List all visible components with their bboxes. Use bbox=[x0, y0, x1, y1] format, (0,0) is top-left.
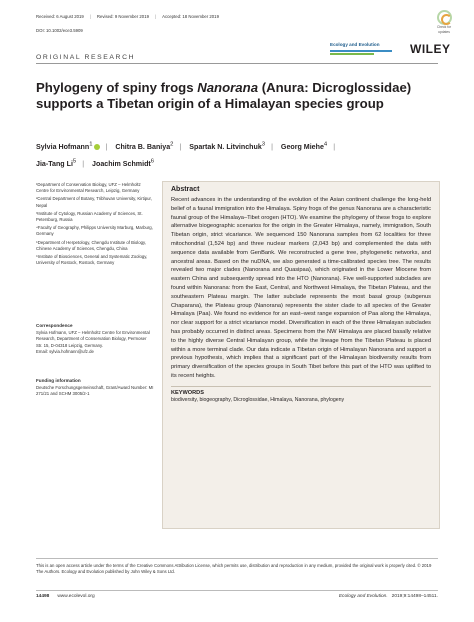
article-title bbox=[36, 80, 438, 112]
author[interactable]: Chitra B. Baniya$^2$ bbox=[115, 142, 174, 152]
funding-heading: Funding information bbox=[36, 378, 81, 383]
author[interactable]: Jia-Tang Li$^5$ bbox=[36, 158, 77, 168]
accepted-date: Accepted: 18 November 2019 bbox=[162, 14, 219, 19]
keywords-text: biodiversity, biogeography, Dicroglossidae, Himalaya, Nanorana, phylogeny bbox=[171, 396, 345, 403]
correspondence-heading: Correspondence bbox=[36, 323, 73, 328]
page-footer bbox=[36, 590, 438, 599]
badge-label-2: updates bbox=[438, 29, 450, 34]
correspondence-text: Sylvia Hofmann, UFZ – Helmholtz Centre for Environmental Research, Department of Conservation Biology, Permoser Str. 15, D-04318 Leipzig, Germany. bbox=[36, 330, 150, 348]
separator: | bbox=[89, 14, 91, 19]
footer-left bbox=[36, 594, 95, 599]
check-for-updates-badge[interactable] bbox=[430, 10, 458, 36]
received-date: Received: 6 August 2019 bbox=[36, 14, 84, 19]
separator: | bbox=[154, 14, 157, 19]
article-dates bbox=[36, 14, 416, 19]
abstract-text: Recent advances in the understanding of the evolution of the Asian continent challenge the long-held belief of a faunal immigration into the Himalaya. Spiny frogs of the genus Nanorana are a characteristic faunal group of the Himalaya–Tibet orogen (HTO). We examine the phylogeny of these frogs to explore alternative biogeographic scenarios for the origin in the Greater Himalaya, namely, immigration, South Tibetan origin, strict vicariance. We sequenced 150 Nanorana samples from 62 localities for three mitochondrial (1,524 bp) and three nuclear markers (2,043 bp) and complemented the data with sequence data available from GenBank. We reconstructed a gene tree, phylogenetic networks, and ancestral areas. Based on the nuDNA, we also generated a time-calibrated species tree. The results revealed two major clades (Nanorana and Quasipaa), which originated in the Lower Miocene from eastern China and subsequently spread into the HTO (Nanorana). Five well-supported subclades are found within Nanorana: from the East, Central, and Northwest Himalaya, the Tibetan Plateau, and the southeastern Plateau margin. The latter subclade represents the most basal group (subgenus Chaparana), the Plateau group (Nanorana) represents the sister clade to all species of the Greater Himalaya (Paa). We found no evidence for an east–west range expansion of Paa along the Himalaya, nor clear support for a strict vicariance model. Diversification in each of the three Himalayan subclades has probably occurred in distinct areas. Specimens from the NW Himalaya are placed basally relative to the highly diverse Central Himalayan group, while the lineage from the Tibetan Plateau is placed within a more terminal clade. Our data indicate a Tibetan origin of Himalayan Nanorana and support a previous hypothesis, which implies that a significant part of the Himalayan biodiversity results from primary diversification of the species groups in South Tibet before this part of the HTO was uplifted to its recent heights. bbox=[171, 197, 431, 379]
journal-site-link[interactable]: www.ecolevol.org bbox=[57, 594, 95, 599]
correspondence-email[interactable]: Email: sylvia.hofmann@ufz.de bbox=[36, 348, 94, 354]
abstract-heading: Abstract bbox=[171, 186, 200, 193]
affiliation: ⁶Institute of Biosciences, General and Systematic Zoology, University of Rostock, Rostock, Germany bbox=[36, 254, 148, 266]
footer-volume: 2019;9:14498–14511. bbox=[391, 594, 438, 599]
publisher-logo: WILEY bbox=[410, 42, 451, 56]
section-label: ORIGINAL RESEARCH bbox=[36, 54, 136, 61]
title-text: (Anura: Dicroglossidae) supports a Tibetan origin of a Himalayan species group bbox=[36, 80, 412, 111]
doi-link[interactable]: DOI: 10.1002/ece3.5909 bbox=[36, 28, 83, 33]
affiliation: ⁵Department of Herpetology, Chengdu Institute of Biology, Chinese Academy of Sciences, Chengdu, China bbox=[36, 239, 147, 251]
affiliation: ⁴Faculty of Geography, Philipps University Marburg, Marburg, Germany bbox=[36, 225, 153, 237]
check-updates-icon bbox=[437, 10, 452, 25]
author[interactable]: Spartak N. Litvinchuk$^3$ bbox=[189, 142, 266, 152]
keywords-heading: KEYWORDS bbox=[171, 389, 204, 396]
funding-info bbox=[36, 378, 154, 398]
footer-citation bbox=[339, 594, 438, 599]
logo-stripe bbox=[330, 53, 374, 55]
footer-journal: Ecology and Evolution. bbox=[338, 594, 388, 599]
author[interactable]: Sylvia Hofmann$^1$ bbox=[36, 143, 100, 151]
orcid-icon[interactable] bbox=[94, 144, 100, 150]
affiliation: ¹Department of Conservation Biology, UFZ – Helmholtz Centre for Environmental Research, Leipzig, Germany bbox=[36, 182, 141, 194]
page-number: 14498 bbox=[36, 594, 50, 599]
author[interactable]: Joachim Schmidt$^6$ bbox=[92, 158, 155, 168]
author-list: Sylvia Hofmann$^1$ | Chitra B. Baniya$^2$ | Spartak N. Litvinchuk$^3$ | Georg Miehe$^4$ | Jia-Tang Li$^5$ | Joachim Schmidt$^6$ bbox=[36, 142, 336, 168]
journal-name: Ecology and Evolution bbox=[330, 42, 380, 47]
abstract-box bbox=[162, 181, 440, 529]
revised-date: Revised: 9 November 2019 bbox=[96, 14, 149, 19]
journal-logo bbox=[330, 42, 400, 56]
affiliations bbox=[36, 182, 154, 268]
license-notice: This is an open access article under the terms of the Creative Commons Attribution License, which permits use, distribution and reproduction in any medium, provided the original work is properly cited. © 2019 The Authors. Ecology and Evolution published by John Wiley & Sons Ltd. bbox=[36, 558, 438, 575]
author[interactable]: Georg Miehe$^4$ bbox=[280, 142, 328, 152]
divider bbox=[171, 386, 431, 387]
badge-label-1: Check for bbox=[436, 25, 452, 29]
title-genus: Nanorana bbox=[197, 80, 259, 95]
affiliation: ²Central Department of Botany, Tribhuvan University, Kirtipur, Nepal bbox=[36, 196, 152, 208]
logo-stripe bbox=[330, 50, 392, 52]
correspondence bbox=[36, 323, 154, 355]
affiliation: ³Institute of Cytology, Russian Academy of Sciences, St. Petersburg, Russia bbox=[36, 210, 143, 223]
title-text: Phylogeny of spiny frogs bbox=[36, 80, 198, 95]
divider bbox=[36, 63, 438, 64]
funding-text: Deutsche Forschungsgemeinschaft, Grant/Award Number: MI 271/21 and SCHM 3005/2-1 bbox=[36, 385, 154, 397]
